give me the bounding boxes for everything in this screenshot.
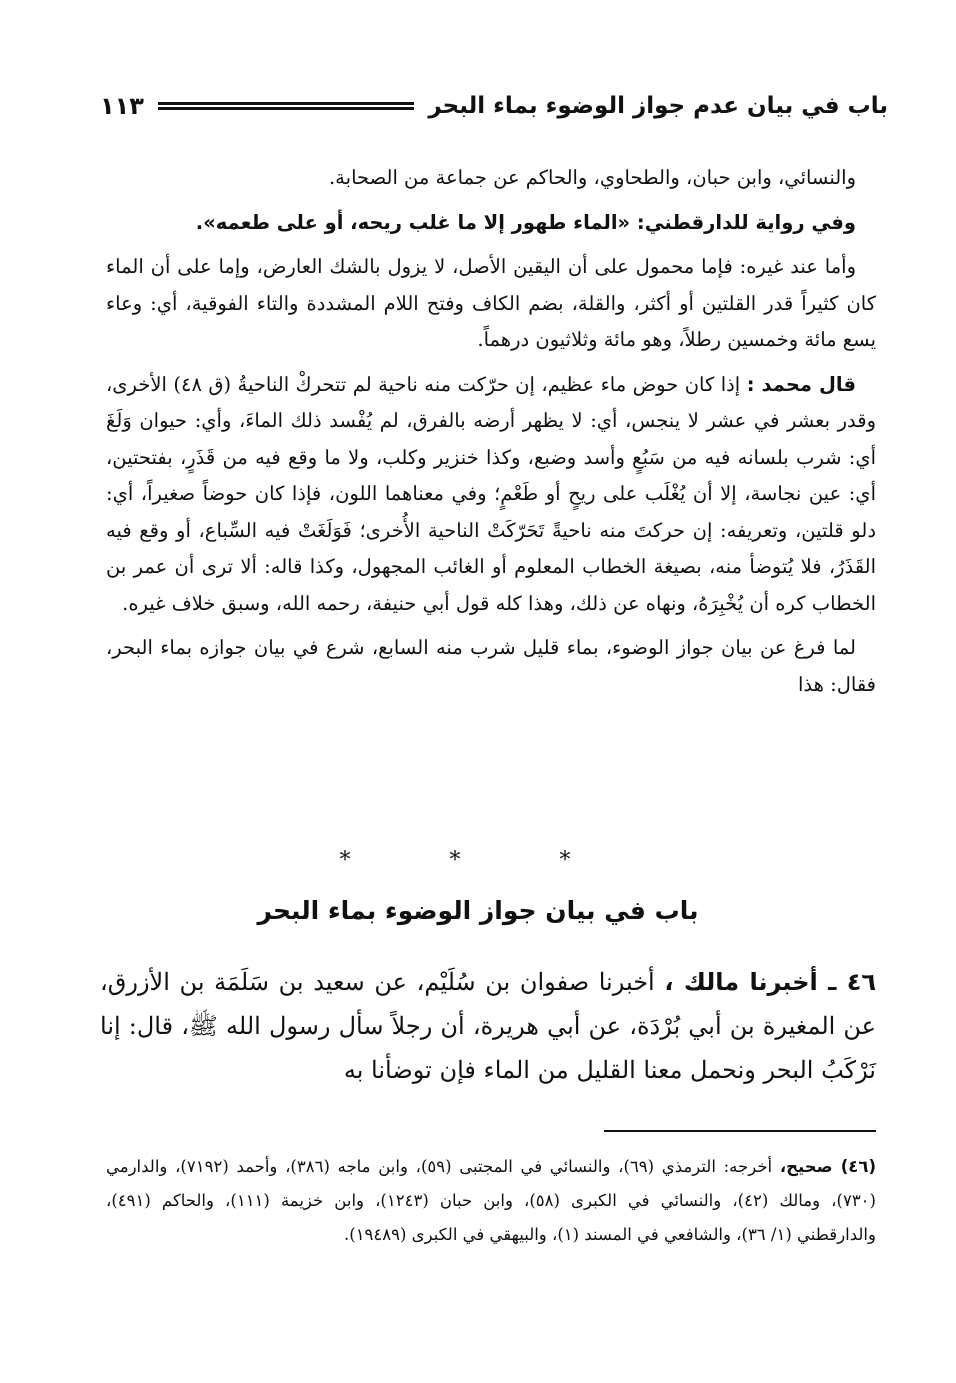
section-divider-stars: * * * <box>339 848 617 873</box>
paragraph-lead: قال محمد : <box>746 372 857 396</box>
paragraph <box>106 367 876 623</box>
footnote-text: أخرجه: الترمذي (٦٩)، والنسائي في المجتبى (٥٩)، وابن ماجه (٣٨٦)، وأحمد (٧١٩٢)، والدارمي (٧٣٠)، ومالك (٤٢)، والنسائي في الكبرى (٥٨)، وابن حبان (١٢٤٣)، وابن خزيمة (١١١)، والحاكم (٤٩١)، والدارقطني (١/ ٣٦)، والشافعي في المسند (١)، والبيهقي في الكبرى (١٩٤٨٩). <box>106 1157 876 1244</box>
paragraph-text: إذا كان حوض ماء عظيم، إن حرّكت منه ناحية لم تتحركْ الناحيةُ (ق ٤٨) الأخرى، وقدر بعشر في عشر لا ينجس، أي: لا يظهر أرضه بالفرق، لم يُفْسد ذلك الماءَ، وأي: حيوان وَلَغَ أي: شرب بلسانه فيه من سَبُعٍ وأسد وضبع، وكذا خنزير وكلب، ولا ما وقع فيه من قَذَرٍ، بفتحتين، أي: عين نجاسة، إلا أن يُغْلَب على ريحٍ أو طَعْمٍ؛ وفي معناهما اللون، فإذا كان حوضاً صغيراً، أي: دلو قلتين، وتعريفه: إن حركتَ منه ناحيةً تَحَرّكَتْ الناحية الأُخرى؛ فَوَلَغَتْ فيه السِّباع، أو وقع فيه القَذَرُ، فلا يُتوضأ منه، بصيغة الخطاب المعلوم أو الغائب المجهول، وكذا قاله: ألا ترى أن عمر بن الخطاب كره أن يُخْبِرَهُ، ونهاه عن ذلك، وهذا كله قول أبي حنيفة، رحمه الله، وسبق خلاف غيره. <box>106 372 876 615</box>
paragraph <box>106 160 876 197</box>
footnote-rule <box>604 1130 876 1132</box>
page-number: ١١٣ <box>100 92 144 120</box>
paragraph-text: وأما عند غيره: فإما محمول على أن اليقين الأصل، لا يزول بالشك العارض، وإما على أن الماء كان كثيراً قدر القلتين أو أكثر، والقلة، بضم الكاف وفتح اللام المشددة والتاء الفوقية، أي: وعاء يسع مائة وخمسين رطلاً، وهو مائة وثلاثيون درهماً. <box>106 255 876 351</box>
header-rule <box>158 102 414 110</box>
paragraph-text: لما فرغ عن بيان جواز الوضوء، بماء قليل شرب منه السابع، شرع في بيان جوازه بماء البحر، فقال: هذا <box>106 636 876 696</box>
paragraph <box>106 205 876 242</box>
hadith-body: أخبرنا صفوان بن سُلَيْم، عن سعيد بن سَلَمَة بن الأزرق، عن المغيرة بن أبي بُرْدَة، عن أبي هريرة، أن رجلاً سأل رسول الله ﷺ، قال: إنا نَرْكَبُ البحر ونحمل معنا القليل من الماء فإن توضأنا به <box>100 968 876 1084</box>
running-title: باب في بيان عدم جواز الوضوء بماء البحر <box>428 93 888 119</box>
paragraph-text: وفي رواية للدارقطني: «الماء طهور إلا ما غلب ريحه، أو على طعمه». <box>195 210 856 234</box>
chapter-title: باب في بيان جواز الوضوء بماء البحر <box>257 896 699 925</box>
footnote <box>106 1150 876 1252</box>
paragraph-text: والنسائي، وابن حبان، والطحاوي، والحاكم عن جماعة من الصحابة. <box>328 166 856 189</box>
paragraph <box>106 630 876 703</box>
hadith-number: ٤٦ ـ أخبرنا مالك ، <box>664 968 876 996</box>
paragraph <box>106 249 876 359</box>
footnote-label: (٤٦) صحيح، <box>779 1157 876 1176</box>
body-text <box>106 160 876 711</box>
hadith-text <box>100 960 876 1092</box>
running-head <box>100 86 888 126</box>
